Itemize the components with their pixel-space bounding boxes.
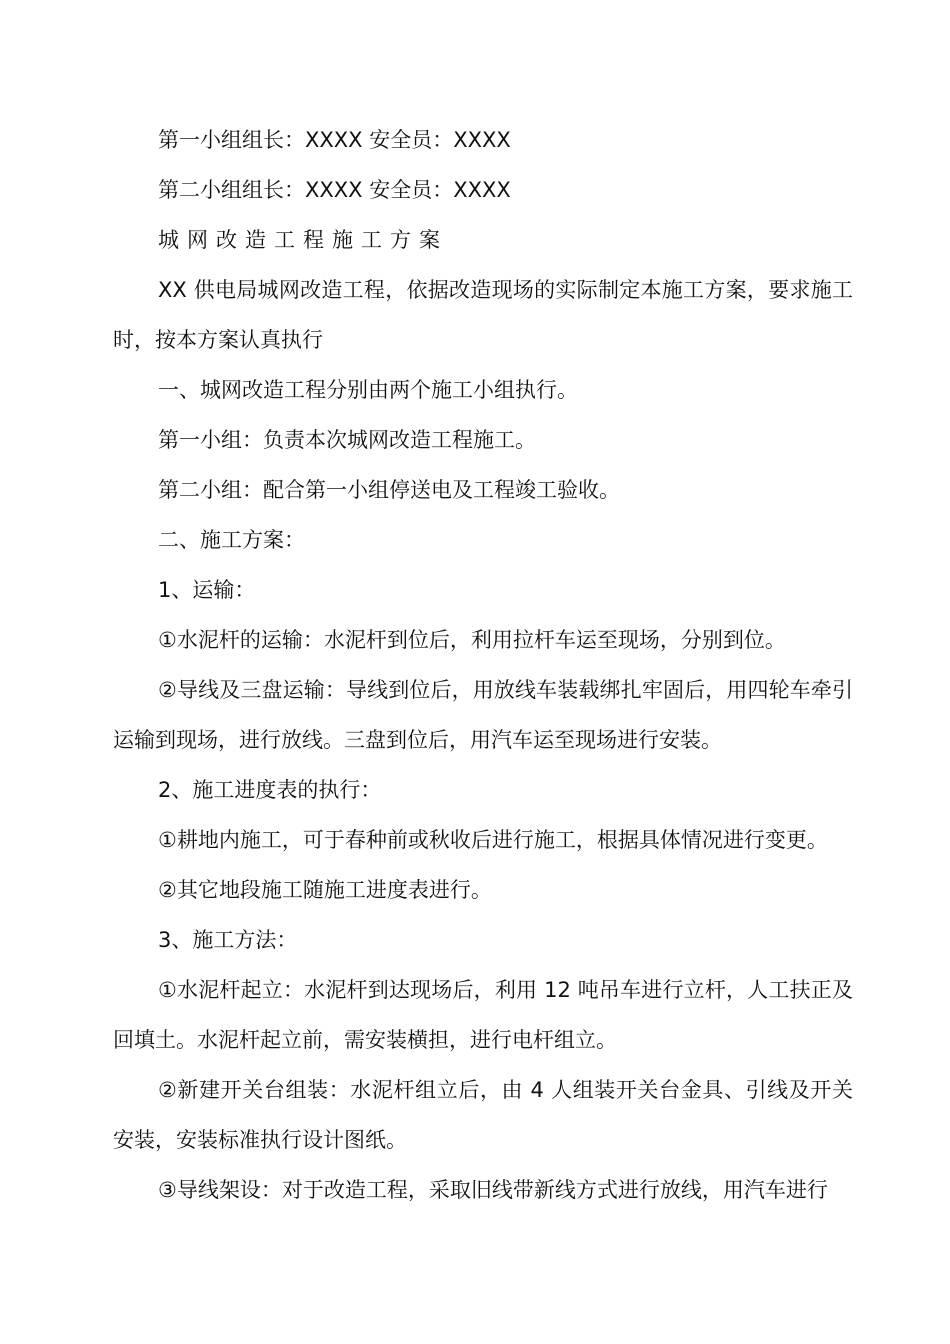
paragraph-switch-assembly: ②新建开关台组装：水泥杆组立后，由 4 人组装开关台金具、引线及开关安装，安装标准执行设计图纸。 xyxy=(113,1078,853,1152)
section-heading-1: 一、城网改造工程分别由两个施工小组执行。 xyxy=(158,378,578,402)
subheading-transport: 1、运输： xyxy=(158,578,256,602)
paragraph-group2-leaders: 第二小组组长：XXXX 安全员：XXXX xyxy=(158,178,511,202)
paragraph-other-sections: ②其它地段施工随施工进度表进行。 xyxy=(158,878,492,902)
paragraph-intro: XX 供电局城网改造工程，依据改造现场的实际制定本施工方案，要求施工时，按本方案认真执行 xyxy=(113,278,853,352)
paragraph-wire-transport: ②导线及三盘运输：导线到位后，用放线车装载绑扎牢固后，用四轮车牵引运输到现场，进行放线。三盘到位后，用汽车运至现场进行安装。 xyxy=(113,678,853,752)
paragraph-pole-transport: ①水泥杆的运输：水泥杆到位后，利用拉杆车运至现场，分别到位。 xyxy=(158,628,786,652)
subheading-schedule: 2、施工进度表的执行： xyxy=(158,778,382,802)
subheading-methods: 3、施工方法： xyxy=(158,928,298,952)
section-heading-2: 二、施工方案： xyxy=(158,528,305,552)
paragraph-farmland: ①耕地内施工，可于春种前或秋收后进行施工，根据具体情况进行变更。 xyxy=(158,828,828,852)
document-body xyxy=(113,115,853,1215)
document-title: 城网改造工程施工方案 xyxy=(158,228,448,252)
paragraph-group1-duty: 第一小组：负责本次城网改造工程施工。 xyxy=(158,428,536,452)
paragraph-group2-duty: 第二小组：配合第一小组停送电及工程竣工验收。 xyxy=(158,478,620,502)
paragraph-wire-stringing: ③导线架设：对于改造工程，采取旧线带新线方式进行放线，用汽车进行 xyxy=(158,1178,828,1202)
paragraph-pole-erection: ①水泥杆起立：水泥杆到达现场后，利用 12 吨吊车进行立杆，人工扶正及回填土。水泥杆起立前，需安装横担，进行电杆组立。 xyxy=(113,978,853,1052)
paragraph-group1-leaders: 第一小组组长：XXXX 安全员：XXXX xyxy=(158,128,511,152)
